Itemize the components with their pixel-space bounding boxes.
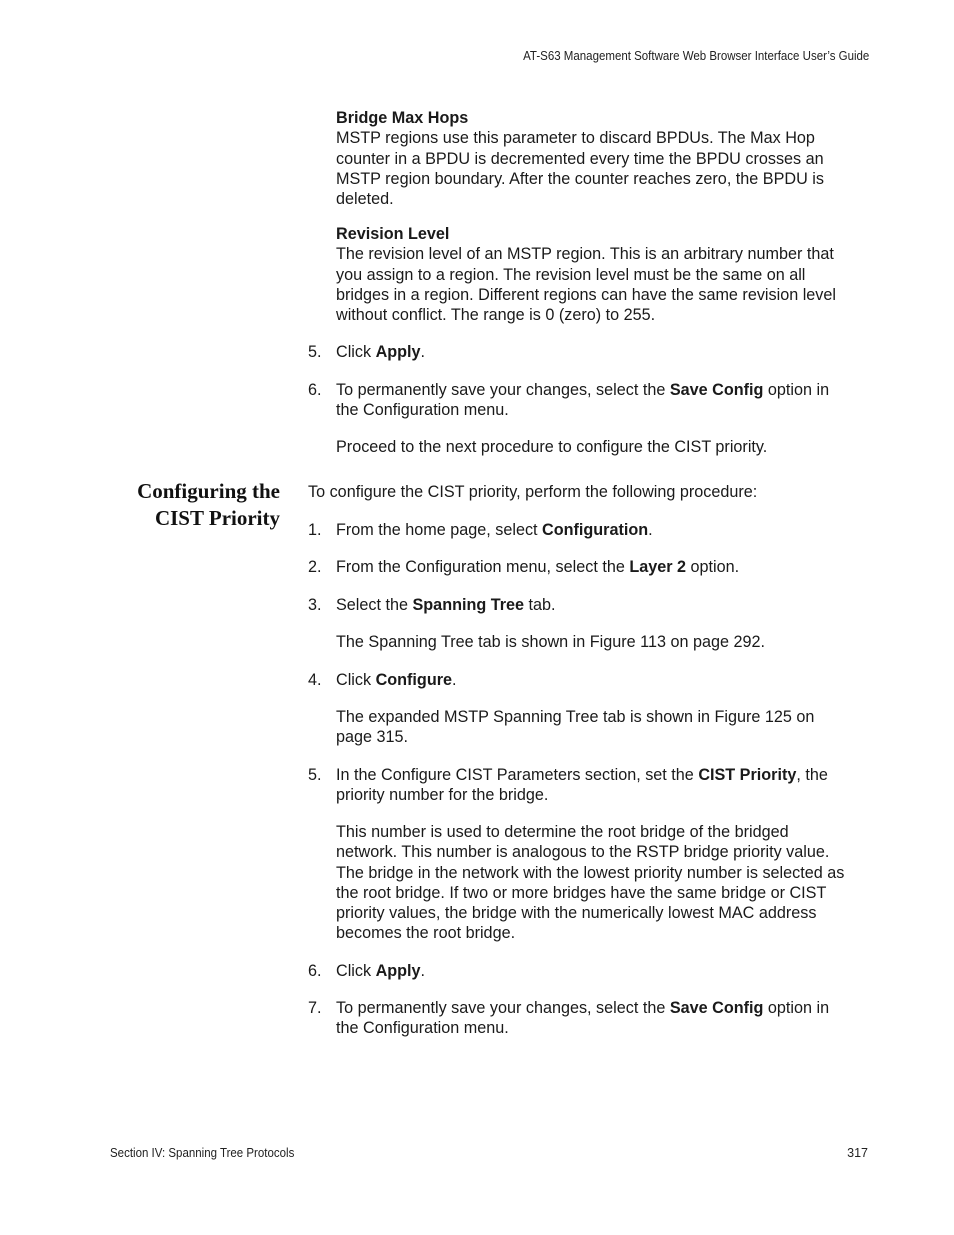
step-number: 6. (308, 962, 322, 980)
step-number: 5. (308, 766, 322, 784)
step-4 (308, 670, 873, 690)
step-3-note: The Spanning Tree tab is shown in Figure 113 on page 292. (336, 633, 765, 651)
step-5-note-line: becomes the root bridge. (336, 924, 516, 943)
spanning-tree-label: Spanning Tree (412, 596, 525, 614)
step-5-note-line: network. This number is analogous to the RSTP bridge priority value. (336, 843, 830, 862)
step-number: 7. (308, 999, 322, 1017)
step-number: 3. (308, 596, 322, 614)
step-5-apply (308, 342, 873, 362)
step-text-line2: priority number for the bridge. (336, 786, 549, 805)
section-heading-line2: CIST Priority (154, 506, 280, 530)
step-number: 2. (308, 558, 322, 576)
apply-label: Apply (375, 343, 421, 361)
step-text: Click Apply. (336, 962, 426, 980)
configure-label: Configure (375, 671, 453, 689)
step-5-cist-priority (308, 765, 873, 806)
step-text: In the Configure CIST Parameters section, set the CIST Priority, the (336, 766, 828, 784)
step-5-note-line: This number is used to determine the root bridge of the bridged (336, 823, 789, 841)
save-config-label: Save Config (669, 999, 764, 1017)
step-number: 5. (308, 343, 322, 361)
section-intro: To configure the CIST priority, perform the following procedure: (308, 483, 758, 501)
step-4-note-line: The expanded MSTP Spanning Tree tab is shown in Figure 125 on (336, 708, 815, 726)
step-text: Select the Spanning Tree tab. (336, 596, 556, 614)
step-text: Click Apply. (336, 343, 426, 361)
revision-level-line: you assign to a region. The revision level must be the same on all (336, 265, 806, 284)
section-heading (137, 478, 280, 532)
step-7-save-config (308, 998, 873, 1039)
cist-priority-label: CIST Priority (698, 766, 797, 784)
step-number: 6. (308, 381, 322, 399)
step-5-note-line: the root bridge. If two or more bridges have the same bridge or CIST (336, 883, 827, 902)
step-1 (308, 520, 873, 540)
bridge-max-hops-line: counter in a BPDU is decremented every time the BPDU crosses an (336, 149, 824, 168)
bridge-max-hops-heading: Bridge Max Hops (336, 109, 469, 127)
section-heading-line1: Configuring the (137, 479, 280, 503)
page-number: 317 (847, 1146, 868, 1160)
step-6-apply (308, 961, 873, 981)
revision-level-line: bridges in a region. Different regions can have the same revision level (336, 285, 836, 304)
step-5-note-line: The bridge in the network with the lowest priority number is selected as (336, 863, 845, 882)
step-5-note (336, 822, 873, 944)
bridge-max-hops-line: MSTP region boundary. After the counter reaches zero, the BPDU is (336, 169, 824, 188)
step-2 (308, 557, 873, 577)
proceed-note: Proceed to the next procedure to configure the CIST priority. (336, 438, 768, 456)
revision-level-line: without conflict. The range is 0 (zero) to 255. (336, 306, 656, 325)
step-text: To permanently save your changes, select the Save Config option in (336, 999, 830, 1017)
revision-level-heading: Revision Level (336, 225, 450, 243)
step-3 (308, 595, 873, 615)
step-text: From the Configuration menu, select the Layer 2 option. (336, 558, 740, 576)
step-number: 4. (308, 671, 322, 689)
step-text-line2: the Configuration menu. (336, 1019, 509, 1038)
save-config-label: Save Config (669, 381, 764, 399)
step-text: Click Configure. (336, 671, 457, 689)
step-text-line2: the Configuration menu. (336, 401, 509, 420)
running-header: AT-S63 Management Software Web Browser Interface User’s Guide (522, 49, 869, 63)
footer-section: Section IV: Spanning Tree Protocols (110, 1146, 295, 1160)
step-text: From the home page, select Configuration. (336, 521, 653, 539)
step-5-note-line: priority values, the bridge with the numerically lowest MAC address (336, 904, 817, 923)
step-6-save-config (308, 380, 873, 421)
configuration-label: Configuration (542, 521, 649, 539)
step-text: To permanently save your changes, select the Save Config option in (336, 381, 830, 399)
step-number: 1. (308, 521, 322, 539)
step-4-note-line: page 315. (336, 728, 409, 747)
bridge-max-hops-line: MSTP regions use this parameter to discard BPDUs. The Max Hop (336, 129, 815, 148)
revision-level-line: The revision level of an MSTP region. This is an arbitrary number that (336, 245, 834, 264)
apply-label: Apply (375, 962, 421, 980)
bridge-max-hops-block (336, 108, 873, 209)
layer-2-label: Layer 2 (629, 558, 687, 576)
revision-level-block (336, 224, 873, 325)
bridge-max-hops-line: deleted. (336, 190, 394, 209)
step-4-note (336, 707, 873, 748)
